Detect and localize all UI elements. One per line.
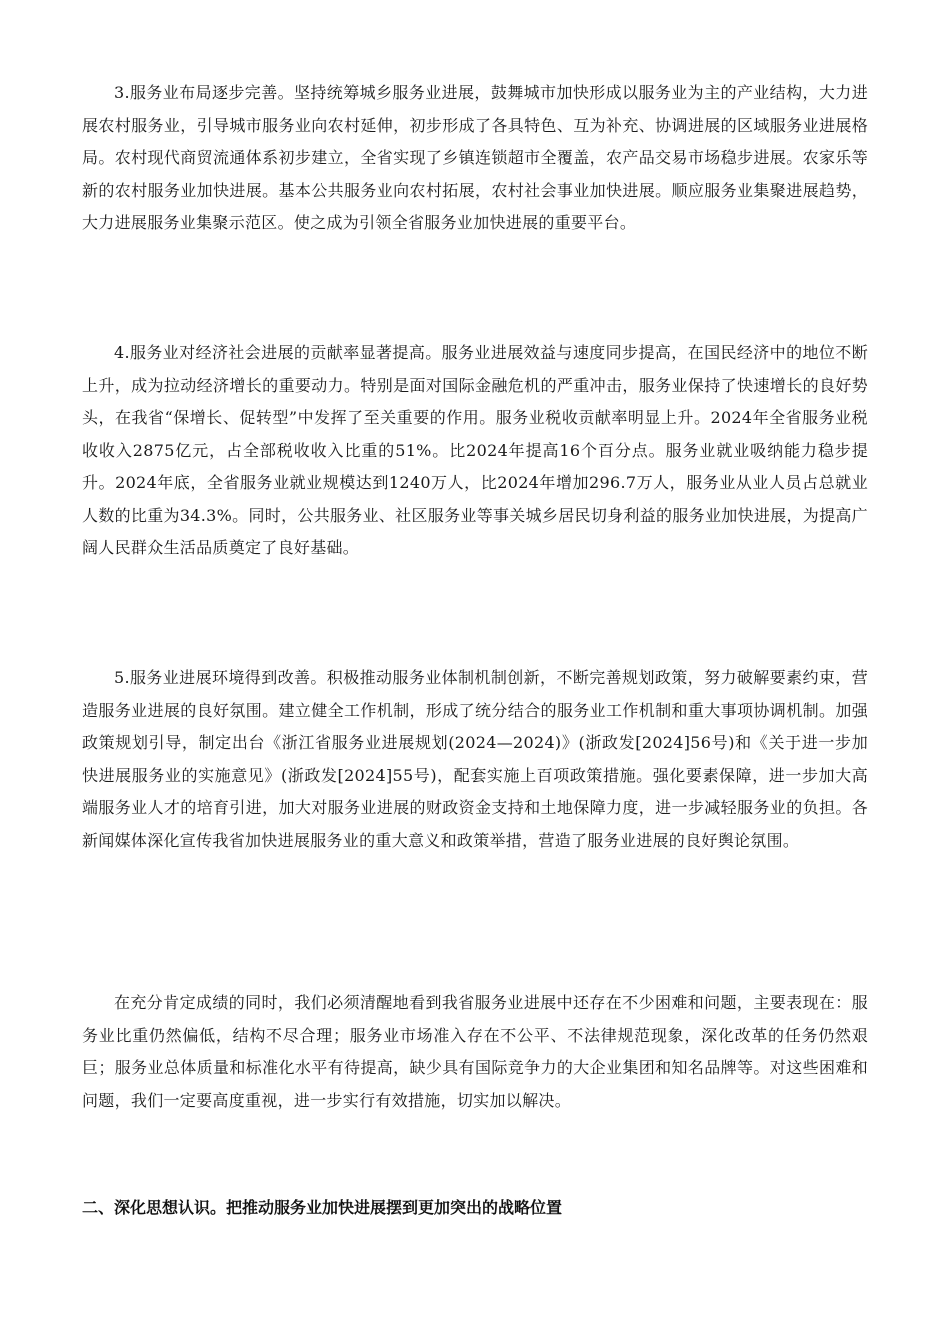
paragraph-service-environment: 5.服务业进展环境得到改善。积极推动服务业体制机制创新，不断完善规划政策，努力破解要素约束，营造服务业进展的良好氛围。建立健全工作机制，形成了统分结合的服务业工作机制和重大事项协调机制。加强政策规划引导，制定出台《浙江省服务业进展规划(2024—2024)》(浙政发[2024]56号)和《关于进一步加快进展服务业的实施意见》(浙政发[2024]55号)，配套实施上百项政策措施。强化要素保障，进一步加大高端服务业人才的培育引进，加大对服务业进展的财政资金支持和土地保障力度，进一步减轻服务业的负担。各新闻媒体深化宣传我省加快进展服务业的重大意义和政策举措，营造了服务业进展的良好舆论氛围。: [82, 668, 868, 850]
section-heading: 二、深化思想认识。把推动服务业加快进展摆到更加突出的战略位置: [82, 1198, 563, 1217]
paragraph-problems-summary: 在充分肯定成绩的同时，我们必须清醒地看到我省服务业进展中还存在不少困难和问题，主要表现在：服务业比重仍然偏低，结构不尽合理；服务业市场准入存在不公平、不法律规范现象，深化改革的任务仍然艰巨；服务业总体质量和标准化水平有待提高，缺少具有国际竞争力的大企业集团和知名品牌等。对这些困难和问题，我们一定要高度重视，进一步实行有效措施，切实加以解决。: [82, 993, 868, 1110]
paragraph-service-contribution: 4.服务业对经济社会进展的贡献率显著提高。服务业进展效益与速度同步提高，在国民经济中的地位不断上升，成为拉动经济增长的重要动力。特别是面对国际金融危机的严重冲击，服务业保持了快速增长的良好势头，在我省“保增长、促转型”中发挥了至关重要的作用。服务业税收贡献率明显上升。2024年全省服务业税收收入2875亿元，占全部税收收入比重的51%。比2024年提高16个百分点。服务业就业吸纳能力稳步提升。2024年底，全省服务业就业规模达到1240万人，比2024年增加296.7万人，服务业从业人员占总就业人数的比重为34.3%。同时，公共服务业、社区服务业等事关城乡居民切身利益的服务业加快进展，为提高广阔人民群众生活品质奠定了良好基础。: [82, 343, 868, 557]
paragraph-service-layout: 3.服务业布局逐步完善。坚持统筹城乡服务业进展，鼓舞城市加快形成以服务业为主的产业结构，大力进展农村服务业，引导城市服务业向农村延伸，初步形成了各具特色、互为补充、协调进展的区域服务业进展格局。农村现代商贸流通体系初步建立，全省实现了乡镇连锁超市全覆盖，农产品交易市场稳步进展。农家乐等新的农村服务业加快进展。基本公共服务业向农村拓展，农村社会事业加快进展。顺应服务业集聚进展趋势，大力进展服务业集聚示范区。使之成为引领全省服务业加快进展的重要平台。: [82, 83, 868, 232]
